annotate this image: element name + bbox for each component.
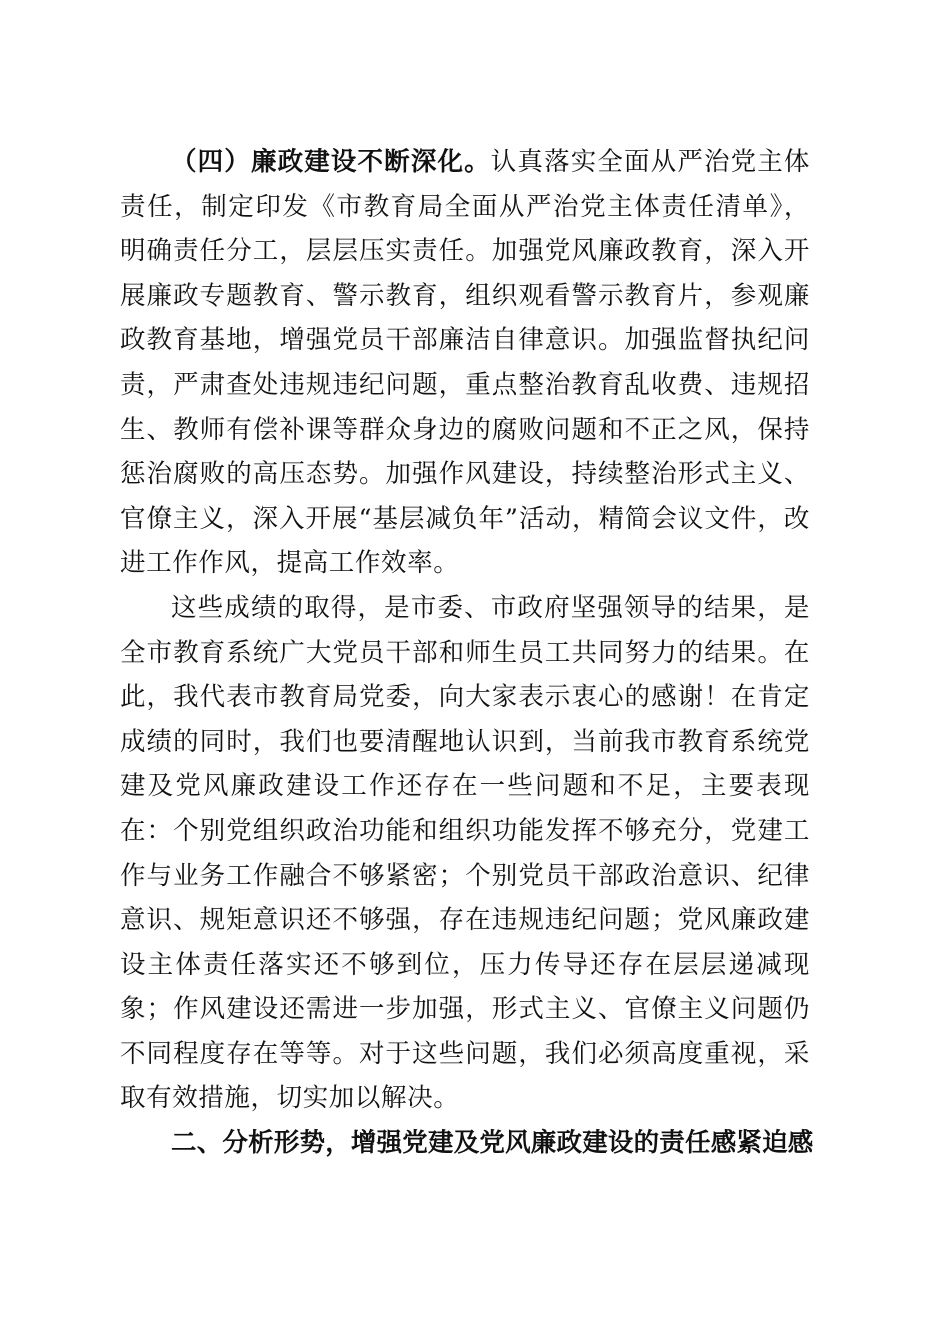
section-four-paragraph xyxy=(120,140,810,586)
section-four-lead: （四）廉政建设不断深化。 xyxy=(171,147,491,177)
summary-paragraph: 这些成绩的取得，是市委、市政府坚强领导的结果，是全市教育系统广大党员干部和师生员工共同努力的结果。在此，我代表市教育局党委，向大家表示衷心的感谢！在肯定成绩的同时，我们也要清醒地认识到，当前我市教育系统党建及党风廉政建设工作还存在一些问题和不足，主要表现在：个别党组织政治功能和组织功能发挥不够充分，党建工作与业务工作融合不够紧密；个别党员干部政治意识、纪律意识、规矩意识还不够强，存在违规违纪问题；党风廉政建设主体责任落实还不够到位，压力传导还存在层层递减现象；作风建设还需进一步加强，形式主义、官僚主义问题仍不同程度存在等等。对于这些问题，我们必须高度重视，采取有效措施，切实加以解决。 xyxy=(120,592,810,1114)
document-body xyxy=(120,140,814,1166)
section-two-heading: 二、分析形势，增强党建及党风廉政建设的责任感紧迫感 xyxy=(171,1128,814,1159)
section-four-body: 认真落实全面从严治党主体责任，制定印发《市教育局全面从严治党主体责任清单》，明确责任分工，层层压实责任。加强党风廉政教育，深入开展廉政专题教育、警示教育，组织观看警示教育片，参观廉政教育基地，增强党员干部廉洁自律意识。加强监督执纪问责，严肃查处违规违纪问题，重点整治教育乱收费、违规招生、教师有偿补课等群众身边的腐败问题和不正之风，保持惩治腐败的高压态势。加强作风建设，持续整治形式主义、官僚主义，深入开展“基层减负年”活动，精简会议文件，改进工作作风，提高工作效率。 xyxy=(120,147,811,579)
